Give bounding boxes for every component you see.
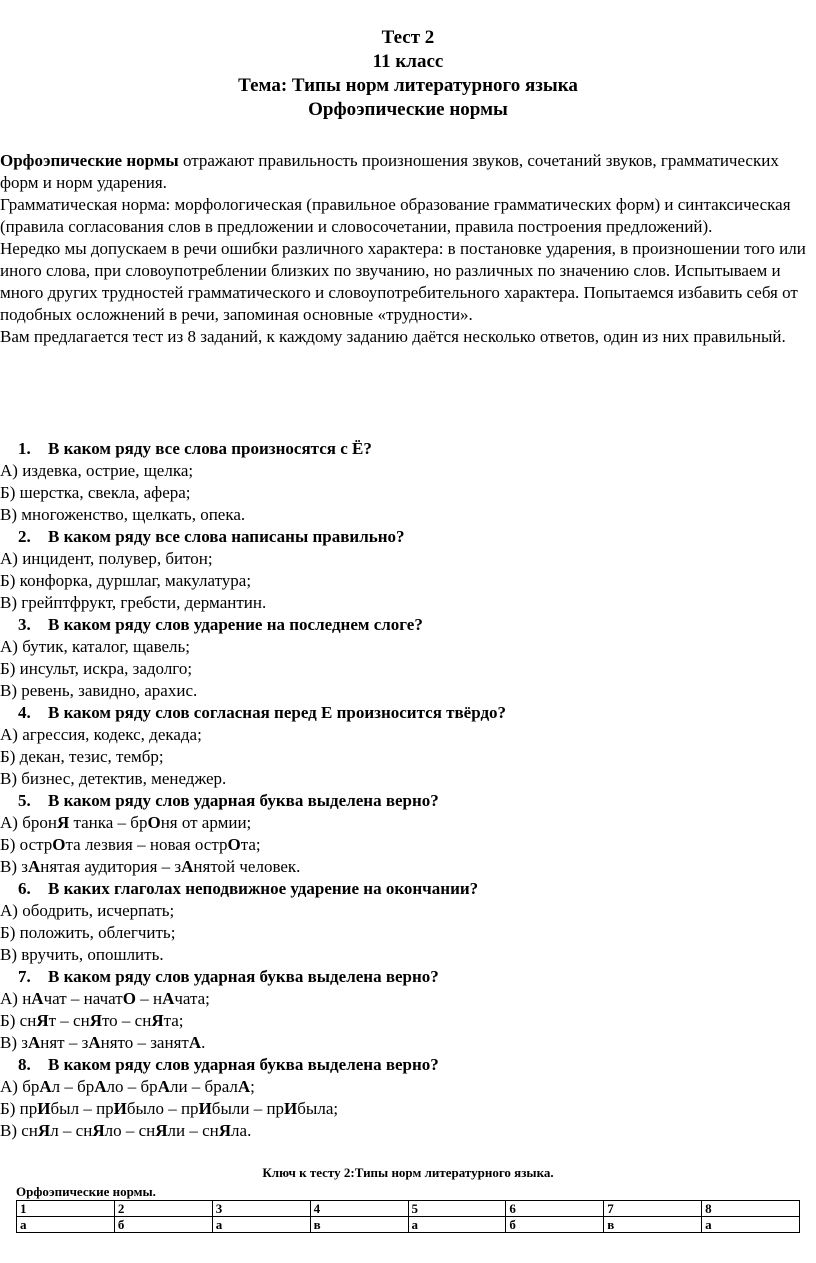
document-title-block [0,26,816,122]
option-text: был – пр [50,1099,114,1118]
option-text: нят – з [40,1033,89,1052]
answer-option [0,1076,812,1098]
stressed-letter: А [162,989,175,1008]
stressed-letter: А [39,1077,52,1096]
option-text: было – пр [126,1099,199,1118]
question-item [0,878,812,966]
option-text: ла. [231,1121,252,1140]
option-text: была; [297,1099,339,1118]
stressed-letter: А [94,1077,107,1096]
option-text: А) брон [0,813,57,832]
answer-option [0,482,812,504]
question-number: 6. [18,879,31,898]
stressed-letter: И [37,1099,51,1118]
question-item [0,614,812,702]
question-number: 7. [18,967,31,986]
question-text: В каком ряду слов ударная буква выделена верно? [48,791,439,810]
option-text: В) грейптфрукт, гребсти, дермантин. [0,593,267,612]
answer-option [0,944,812,966]
answer-key-answer-cell: а [17,1217,115,1233]
option-text: Б) шерстка, свекла, афера; [0,483,191,502]
answer-option [0,812,812,834]
option-text: Б) инсульт, искра, задолго; [0,659,193,678]
answer-option [0,592,812,614]
intro-paragraph-2: Грамматическая норма: морфологическая (правильное образование грамматических форм) и синтаксическая (правила согласования слов в предложении и словосочетании, правила построения предложений). [0,195,791,236]
option-text: А) агрессия, кодекс, декада; [0,725,202,744]
stressed-letter: Я [56,813,70,832]
option-text: А) издевка, острие, щелка; [0,461,194,480]
option-text: та лезвия – новая остр [65,835,228,854]
option-text: нято – занят [100,1033,189,1052]
question-heading [0,1054,812,1076]
question-item [0,1054,812,1142]
topic-title: Тема: Типы норм литературного языка [238,75,578,96]
stressed-letter: О [227,835,241,854]
answer-option [0,680,812,702]
option-text: ; [250,1077,255,1096]
answer-option [0,856,812,878]
answer-key-answer-cell: в [310,1217,408,1233]
stressed-letter: Я [151,1011,164,1030]
stressed-letter: Я [218,1121,232,1140]
answer-key-number-cell: 6 [506,1201,604,1217]
question-text: В каком ряду слов ударение на последнем слоге? [48,615,423,634]
option-text: А) ободрить, исчерпать; [0,901,175,920]
question-heading [0,438,812,460]
answer-key-table [16,1200,800,1233]
answer-key-number-cell: 8 [702,1201,800,1217]
option-text: та; [240,835,261,854]
stressed-letter: О [147,813,161,832]
stressed-letter: И [198,1099,212,1118]
answer-key-number-cell: 2 [114,1201,212,1217]
answer-key-subtitle: Орфоэпические нормы. [16,1184,156,1199]
answer-option [0,988,812,1010]
question-heading [0,790,812,812]
answer-option [0,504,812,526]
option-text: В) многоженство, щелкать, опека. [0,505,246,524]
question-number: 1. [18,439,31,458]
option-text: Б) положить, облегчить; [0,923,176,942]
question-text: В каком ряду все слова написаны правильно? [48,527,405,546]
answer-key-answer-cell: а [212,1217,310,1233]
option-text: Б) сн [0,1011,37,1030]
option-text: то – сн [101,1011,152,1030]
option-text: ло – бр [106,1077,158,1096]
stressed-letter: А [181,857,194,876]
option-text: Б) конфорка, дуршлаг, макулатура; [0,571,252,590]
option-text: чат – начат [43,989,123,1008]
option-text: нятая аудитория – з [40,857,182,876]
answer-key-answer-cell: б [114,1217,212,1233]
stressed-letter: А [157,1077,170,1096]
question-item [0,790,812,878]
answer-key-answer-cell: б [506,1217,604,1233]
answer-key-number-cell: 7 [604,1201,702,1217]
answer-option [0,570,812,592]
answer-key-number-cell: 1 [17,1201,115,1217]
option-text: ли – брал [169,1077,238,1096]
answer-option [0,460,812,482]
answer-option [0,1010,812,1032]
question-item [0,438,812,526]
option-text: А) бутик, каталог, щавель; [0,637,191,656]
question-heading [0,702,812,724]
option-text: ли – сн [167,1121,219,1140]
question-number: 8. [18,1055,31,1074]
question-text: В каком ряду слов согласная перед Е произносится твёрдо? [48,703,507,722]
answer-option [0,768,812,790]
option-text: А) бр [0,1077,40,1096]
intro-paragraph-3: Нередко мы допускаем в речи ошибки различного характера: в постановке ударения, в произношении того или иного слова, при словоупотреблении близких по звучанию, но различных по значению слов. Испытываем и много других трудностей грамматического и словоупотребительного характера. Попытаемся избавить себя от подобных осложнений в речи, запоминая основные «трудности». [0,239,806,324]
stressed-letter: Я [37,1121,51,1140]
intro-definition: отражают правильность произношения звуков, сочетаний звуков, грамматических форм и норм ударения. [0,151,779,192]
stressed-letter: А [27,1033,41,1052]
option-text: В) з [0,1033,28,1052]
question-heading [0,966,812,988]
stressed-letter: О [122,989,136,1008]
stressed-letter: И [284,1099,298,1118]
option-text: В) бизнес, детектив, менеджер. [0,769,227,788]
question-number: 3. [18,615,31,634]
answer-key-answer-cell: а [702,1217,800,1233]
intro-text [0,150,812,348]
intro-paragraph-4: Вам предлагается тест из 8 заданий, к каждому заданию даётся несколько ответов, один из них правильный. [0,327,786,346]
question-item [0,966,812,1054]
subtopic-title: Орфоэпические нормы [308,99,508,120]
intro-term: Орфоэпические нормы [0,151,179,170]
option-text: чата; [174,989,210,1008]
answer-option [0,636,812,658]
stressed-letter: А [27,857,41,876]
question-text: В каком ряду слов ударная буква выделена верно? [48,967,439,986]
stressed-letter: Я [155,1121,168,1140]
option-text: А) н [0,989,32,1008]
answer-key-number-cell: 5 [408,1201,506,1217]
stressed-letter: А [237,1077,251,1096]
stressed-letter: А [31,989,44,1008]
option-text: ло – сн [104,1121,156,1140]
answer-key-number-cell: 3 [212,1201,310,1217]
answer-option [0,548,812,570]
grade-label: 11 класс [372,51,444,72]
option-text: ня от армии; [160,813,252,832]
question-text: В каком ряду слов ударная буква выделена верно? [48,1055,439,1074]
answer-key-number-cell: 4 [310,1201,408,1217]
intro-paragraph-1 [0,150,812,194]
option-text: Б) остр [0,835,53,854]
answer-option [0,746,812,768]
question-heading [0,878,812,900]
option-text: . [201,1033,206,1052]
option-text: л – сн [50,1121,93,1140]
question-item [0,702,812,790]
question-number: 4. [18,703,31,722]
question-heading [0,526,812,548]
stressed-letter: Я [92,1121,105,1140]
question-item [0,526,812,614]
option-text: танка – бр [69,813,148,832]
answer-key-number-row [17,1201,800,1217]
question-number: 5. [18,791,31,810]
stressed-letter: И [113,1099,127,1118]
option-text: Б) пр [0,1099,38,1118]
answer-key-title: Ключ к тесту 2:Типы норм литературного языка. [262,1165,554,1180]
answer-option [0,922,812,944]
option-text: та; [163,1011,184,1030]
stressed-letter: А [88,1033,101,1052]
question-text: В каких глаголах неподвижное ударение на окончании? [48,879,479,898]
stressed-letter: Я [89,1011,102,1030]
question-heading [0,614,812,636]
option-text: нятой человек. [193,857,301,876]
answer-option [0,900,812,922]
stressed-letter: А [188,1033,202,1052]
answer-key-answer-row [17,1217,800,1233]
option-text: – н [135,989,163,1008]
option-text: л – бр [51,1077,95,1096]
option-text: В) з [0,857,28,876]
answer-option [0,834,812,856]
test-title: Тест 2 [381,27,435,48]
option-text: были – пр [211,1099,285,1118]
answer-key-answer-cell: а [408,1217,506,1233]
option-text: В) вручить, опошлить. [0,945,164,964]
question-list [0,438,812,1142]
question-number: 2. [18,527,31,546]
answer-option [0,1120,812,1142]
answer-key-answer-cell: в [604,1217,702,1233]
answer-option [0,1098,812,1120]
option-text: Б) декан, тезис, тембр; [0,747,164,766]
option-text: т – сн [48,1011,90,1030]
question-text: В каком ряду все слова произносятся с Ё? [48,439,372,458]
stressed-letter: Я [36,1011,49,1030]
answer-option [0,1032,812,1054]
option-text: В) сн [0,1121,38,1140]
stressed-letter: О [52,835,66,854]
option-text: В) ревень, завидно, арахис. [0,681,198,700]
answer-option [0,724,812,746]
option-text: А) инцидент, полувер, битон; [0,549,213,568]
answer-option [0,658,812,680]
